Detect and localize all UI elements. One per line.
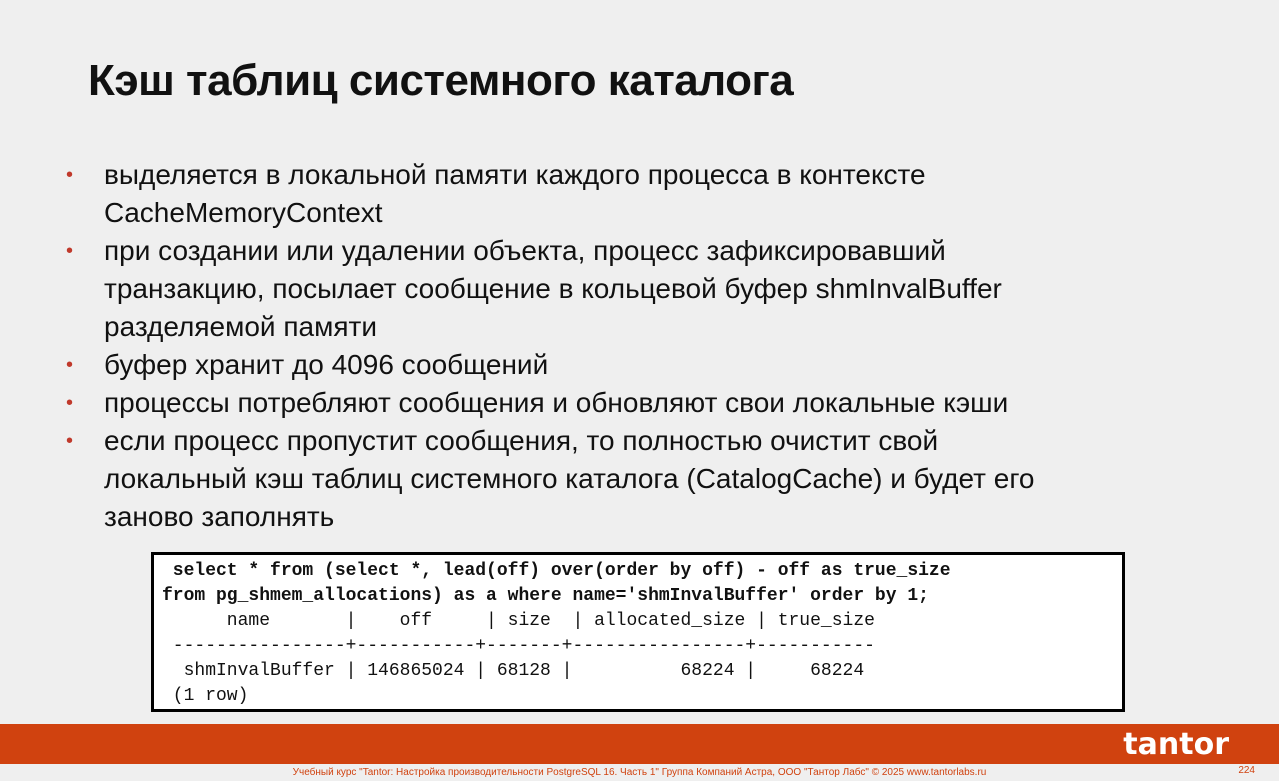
footer-bar [0,724,1279,764]
bullet-marker: • [66,430,74,452]
bullet-list [66,156,1246,536]
sql-code-block [151,552,1125,712]
bullet-marker: • [66,392,74,414]
bullet-item [66,156,1246,232]
bullet-text: при создании или удалении объекта, процесс зафиксировавший транзакцию, посылает сообщение в кольцевой буфер shmInvalBuffer разделяемой памяти [104,235,1002,342]
bullet-text: если процесс пропустит сообщения, то полностью очистит свой локальный кэш таблиц системного каталога (CatalogCache) и будет его заново заполнять [104,425,1035,532]
bullet-marker: • [66,240,74,262]
bullet-item [66,384,1246,422]
tantor-logo: tantor [1123,727,1229,762]
bullet-text: выделяется в локальной памяти каждого процесса в контексте CacheMemoryContext [104,159,926,228]
footer-note: Учебный курс "Tantor: Настройка производительности PostgreSQL 16. Часть 1" Группа Компаний Астра, ООО "Тантор Лабс" © 2025 www.tantorlabs.ru [292,767,987,778]
slide-title: Кэш таблиц системного каталога [88,56,794,105]
page-number: 224 [1238,765,1255,776]
result-row: shmInvalBuffer | 146865024 | 68128 | 68224 | 68224 [162,661,865,681]
sql-query-line: from pg_shmem_allocations) as a where name='shmInvalBuffer' order by 1; [162,586,929,606]
bullet-item [66,422,1246,536]
bullet-item [66,232,1246,346]
bullet-marker: • [66,354,74,376]
sql-query-line: select * from (select *, lead(off) over(order by off) - off as true_size [162,561,951,581]
bullet-marker: • [66,164,74,186]
result-header: name | off | size | allocated_size | true_size [162,611,875,631]
bullet-item [66,346,1246,384]
bullet-text: процессы потребляют сообщения и обновляют свои локальные кэши [104,387,1009,418]
result-footer: (1 row) [162,686,249,706]
bullet-text: буфер хранит до 4096 сообщений [104,349,549,380]
result-separator: ----------------+-----------+-------+----------------+----------- [162,636,875,656]
